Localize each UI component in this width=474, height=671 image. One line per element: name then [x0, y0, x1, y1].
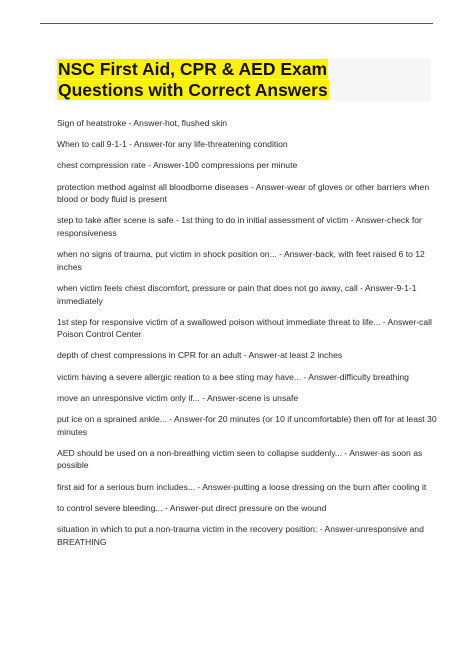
- title-line-2: Questions with Correct Answers: [58, 80, 328, 100]
- qa-item-10: victim having a severe allergic reation to a bee sting may have... - Answer-difficulty breathing: [57, 371, 409, 382]
- qa-item-2: When to call 9-1-1 - Answer-for any life-threatening condition: [57, 139, 288, 150]
- qa-item-7: when victim feels chest discomfort, pressure or pain that does not go away, call - Answer-9-1-1 immediately: [57, 282, 417, 306]
- title-line-1: NSC First Aid, CPR & AED Exam: [58, 59, 328, 79]
- qa-item-13: AED should be used on a non-breathing victim seen to collapse suddenly... - Answer-as soon as possible: [57, 447, 423, 471]
- qa-item-6: when no signs of trauma, put victim in shock position on... - Answer-back, with feet raised 6 to 12 inches: [57, 249, 425, 272]
- qa-item-12: put ice on a sprained ankle... - Answer-for 20 minutes (or 10 if uncomfortable) then off for at least 30 minutes: [57, 414, 437, 437]
- qa-item-16: situation in which to put a non-trauma victim in the recovery position: - Answer-unresponsive and BREATHING: [57, 523, 424, 547]
- header-rule: [40, 23, 433, 24]
- qa-item-5: step to take after scene is safe - 1st thing to do in initial assessment of victim - Answer-check for responsiveness: [57, 215, 422, 238]
- qa-item-1: Sign of heatstroke - Answer-hot, flushed skin: [57, 118, 228, 128]
- qa-item-4: protection method against all bloodborne diseases - Answer-wear of gloves or other barriers when blood or body fluid is present: [57, 181, 430, 205]
- qa-item-15: to control severe bleeding... - Answer-put direct pressure on the wound: [57, 502, 327, 513]
- qa-item-11: move an unresponsive victim only if... - Answer-scene is unsafe: [57, 392, 299, 403]
- document-title: [57, 59, 329, 101]
- qa-item-14: first aid for a serious burn includes... - Answer-putting a loose dressing on the burn after cooling it: [57, 481, 427, 492]
- qa-item-9: depth of chest compressions in CPR for an adult - Answer-at least 2 inches: [57, 350, 343, 361]
- qa-list: [57, 117, 437, 557]
- qa-item-8: 1st step for responsive victim of a swallowed poison without immediate threat to life... - Answer-call Poison Control Center: [57, 316, 432, 340]
- qa-item-3: chest compression rate - Answer-100 compressions per minute: [57, 160, 298, 171]
